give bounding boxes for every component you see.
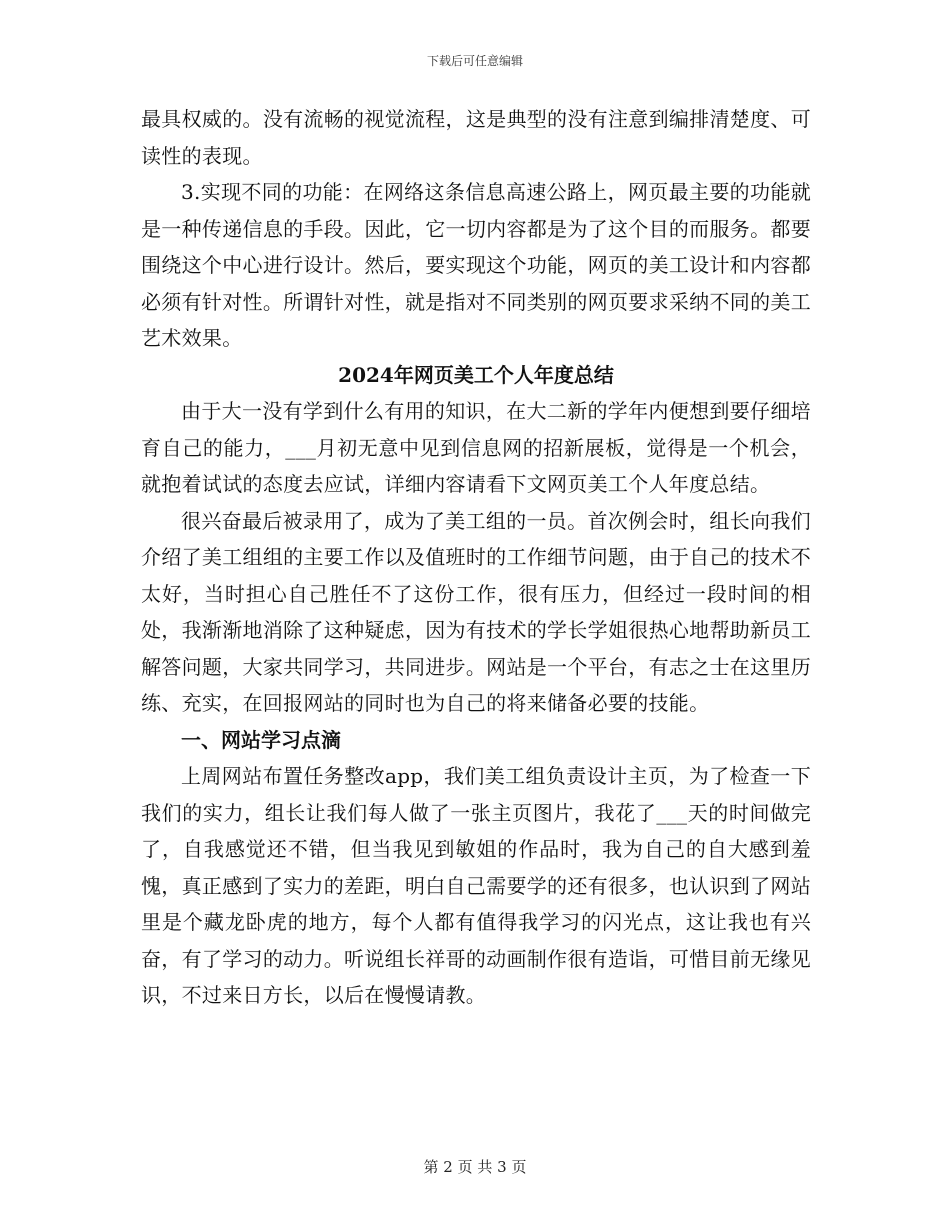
paragraph-2: 3.实现不同的功能：在网络这条信息高速公路上，网页最主要的功能就是一种传递信息的手段。因此，它一切内容都是为了这个目的而服务。都要围绕这个中心进行设计。然后，要实现这个功能，网页的美工设计和内容都必须有针对性。所谓针对性，就是指对不同类别的网页要求采纳不同的美工艺术效果。 — [141, 180, 811, 350]
document-title: 2024年网页美工个人年度总结 — [338, 362, 614, 387]
section-heading-1: 一、网站学习点滴 — [181, 727, 341, 752]
document-body — [141, 101, 811, 1014]
page-header: 下载后可任意编辑 — [426, 54, 523, 68]
paragraph-3: 由于大一没有学到什么有用的知识，在大二新的学年内便想到要仔细培育自己的能力，___月初无意中见到信息网的招新展板，觉得是一个机会，就抱着试试的态度去应试，详细内容请看下文网页美工个人年度总结。 — [141, 399, 811, 496]
paragraph-5: 上周网站布置任务整改app，我们美工组负责设计主页，为了检查一下我们的实力，组长让我们每人做了一张主页图片，我花了___天的时间做完了，自我感觉还不错，但当我见到敏姐的作品时，我为自己的自大感到羞愧，真正感到了实力的差距，明白自己需要学的还有很多，也认识到了网站里是个藏龙卧虎的地方，每个人都有值得我学习的闪光点，这让我也有兴奋，有了学习的动力。听说组长祥哥的动画制作很有造诣，可惜目前无缘见识，不过来日方长，以后在慢慢请教。 — [141, 764, 811, 1007]
paragraph-1: 最具权威的。没有流畅的视觉流程，这是典型的没有注意到编排清楚度、可读性的表现。 — [141, 107, 811, 168]
paragraph-4: 很兴奋最后被录用了，成为了美工组的一员。首次例会时，组长向我们介绍了美工组组的主要工作以及值班时的工作细节问题，由于自己的技术不太好，当时担心自己胜任不了这份工作，很有压力，但经过一段时间的相处，我渐渐地消除了这种疑虑，因为有技术的学长学姐很热心地帮助新员工解答问题，大家共同学习，共同进步。网站是一个平台，有志之士在这里历练、充实，在回报网站的同时也为自己的将来储备必要的技能。 — [141, 508, 811, 715]
page-footer: 第 2 页 共 3 页 — [423, 1158, 527, 1176]
